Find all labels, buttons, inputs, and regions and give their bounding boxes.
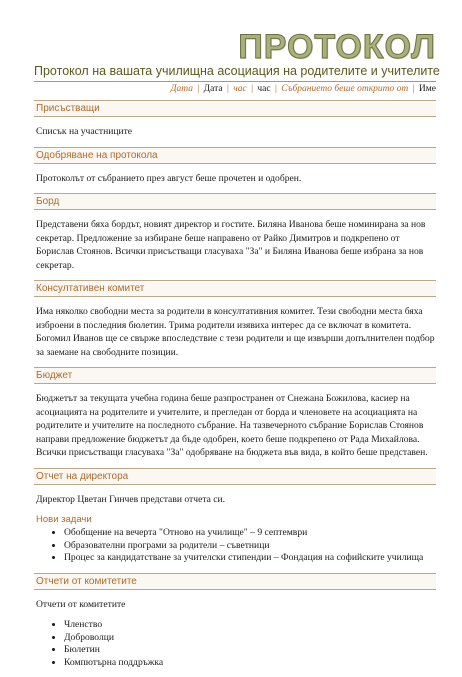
date-value[interactable]: Дата [203,84,223,94]
meta-separator: | [251,84,253,94]
section [34,573,436,670]
logo-title: ПРОТОКОЛ [238,28,436,66]
time-value[interactable]: час [257,84,271,94]
section [34,100,436,139]
time-label: час [233,84,247,94]
meta-separator: | [197,84,200,94]
section [34,468,436,565]
bullet-item[interactable]: • Обобщение на вечерта "Отново на училище" – 9 септември [64,527,436,540]
sections-container [34,100,436,677]
meta-separator: | [274,84,277,94]
bullet-item[interactable]: • Доброволци [64,632,436,645]
bullet-list [34,619,436,669]
section-heading: Присъстващи [34,100,436,117]
meta-separator: | [226,84,229,94]
section-heading: Отчет на директора [34,468,436,485]
section-paragraph[interactable]: Бюджетът за текущата учебна година беше разпространен от Снежана Божилова, касиер на асоциацията на родителите и учителите, и прегледан от борда и членовете на асоциацията на родителите и учителите на последното събрание. На тазвечерното събрание Борислав Стоянов направи предложение бюджетът да бъде одобрен, което беше подкрепено от Рада Михайлова. Всички присъстващи гласуваха "За" одобряване на бюджета във вида, в който беше представен. [36,393,428,458]
section-paragraph[interactable]: Отчети от комитетите [36,598,126,610]
opened-by-label: Събранието беше открито от [281,84,409,94]
meeting-meta [170,84,436,94]
meta-divider [34,81,436,82]
bullet-list [34,527,436,565]
section [34,193,436,272]
section [34,280,436,359]
bullet-item[interactable]: • Бюлетин [64,644,436,657]
section-paragraph[interactable]: Има няколко свободни места за родители в консултативния комитет. Тези свободни места бяха изброени в последния бюлетин. Трима родители изявиха интерес да се включат в комитета. Богомил Иванов ще се свърже впоследствие с тези родители и ще извърши допълнителен подбор за заемане на свободните позиции. [36,306,435,358]
section-paragraph[interactable]: Списък на участниците [36,126,133,137]
bullet-item[interactable]: • Образователни програми за родители – съветници [64,540,436,553]
section-heading: Бюджет [34,367,436,384]
document-subtitle: Протокол на вашата училищна асоциация на родителите и учителите [34,64,440,78]
section-paragraph[interactable]: Протоколът от събранието през август беше прочетен и одобрен. [36,172,302,184]
bullet-item[interactable]: • Компютърна поддръжка [64,657,436,670]
bullet-item[interactable]: • Процес за кандидатстване за учителски стипендии – Фондация на софийските училища [64,552,436,565]
meta-separator: | [412,84,415,94]
section-heading: Борд [34,193,436,210]
section-heading: Одобряване на протокола [34,147,436,164]
section-heading: Консултативен комитет [34,280,436,297]
section [34,147,436,186]
date-label: Дата [170,84,193,94]
opened-by-value[interactable]: Име [418,84,436,94]
bullet-item[interactable]: • Членство [64,619,436,632]
section-paragraph[interactable]: Директор Цветан Гинчев представи отчета си. [36,493,226,505]
section-heading: Отчети от комитетите [34,573,436,590]
section-subheading: Нови задачи [36,514,92,525]
section-paragraph[interactable]: Представени бяха бордът, новият директор и гостите. Биляна Иванова беше номинирана за нов секретар. Предложение за избиране беше направено от Райко Димитров и подкрепено от Борислав Стоянов. Всички присъстващи гласуваха "За" и Биляна Иванова беше избрана за нов секретар. [36,219,426,271]
section [34,367,436,460]
